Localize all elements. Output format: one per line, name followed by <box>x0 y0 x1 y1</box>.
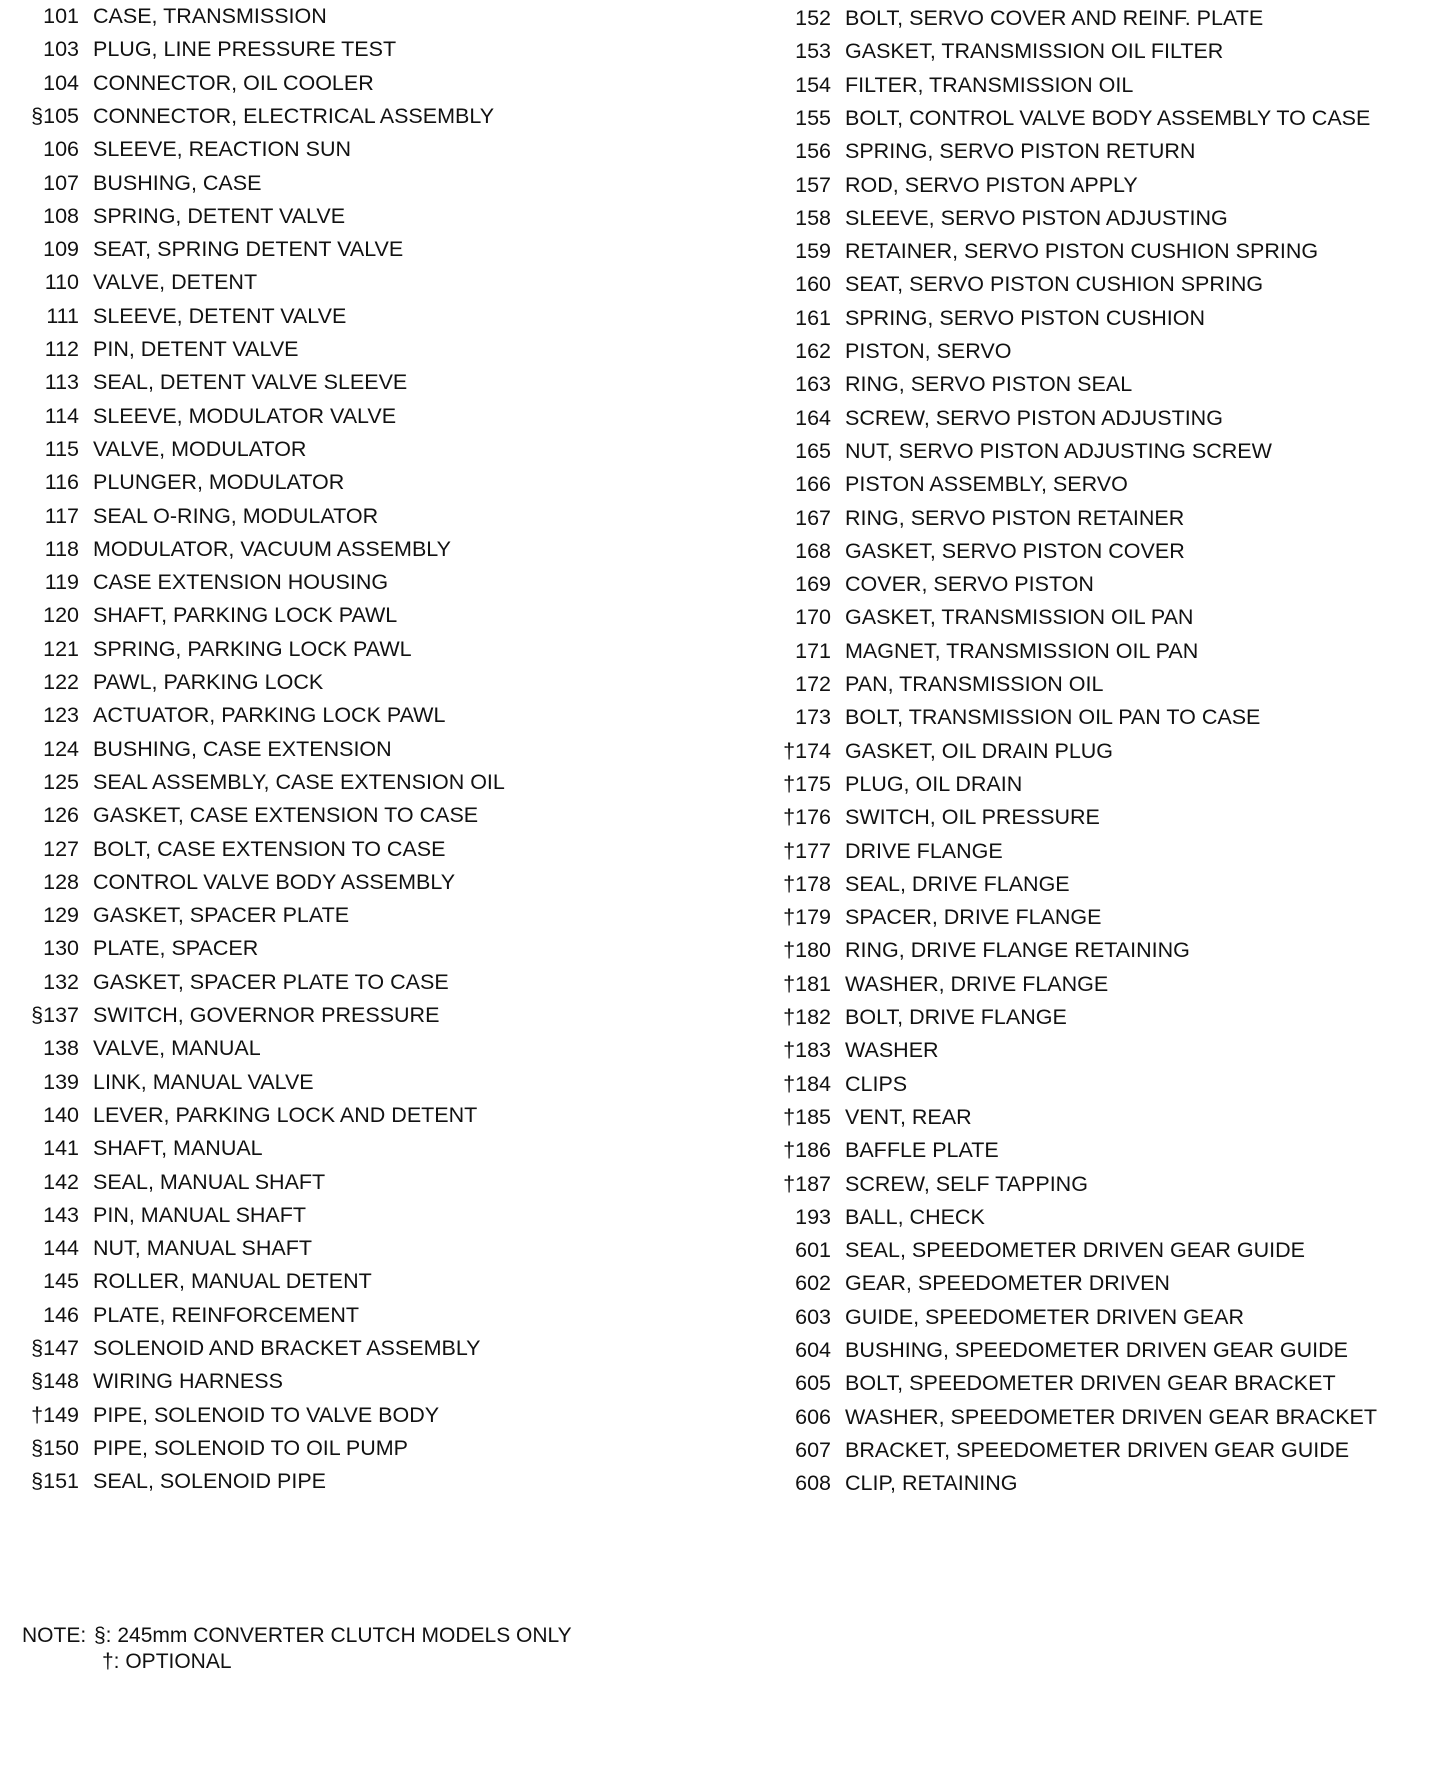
part-row <box>0 1032 261 1065</box>
part-number: 165 <box>795 438 831 463</box>
part-description: DRIVE FLANGE <box>845 838 1003 863</box>
part-number: 132 <box>43 969 79 994</box>
part-description: BUSHING, CASE <box>93 170 262 195</box>
part-number: 142 <box>43 1169 79 1194</box>
part-description: BOLT, SERVO COVER AND REINF. PLATE <box>845 6 1264 30</box>
part-description: SEAT, SERVO PISTON CUSHION SPRING <box>845 272 1264 297</box>
part-number: 118 <box>44 536 79 561</box>
part-description: SEAL, DETENT VALVE SLEEVE <box>93 370 408 395</box>
part-row <box>0 33 396 66</box>
part-description: SLEEVE, SERVO PISTON ADJUSTING <box>845 205 1228 230</box>
part-row <box>0 100 494 133</box>
part-number: 110 <box>44 270 79 295</box>
part-description: LINK, MANUAL VALVE <box>93 1069 314 1094</box>
part-number: 156 <box>795 139 831 164</box>
part-row <box>760 901 1101 934</box>
part-row <box>0 633 412 666</box>
part-row <box>760 1068 907 1101</box>
part-number: 602 <box>795 1271 831 1296</box>
part-number: 112 <box>44 337 79 361</box>
part-number: 154 <box>795 72 831 97</box>
part-number: 152 <box>795 6 831 30</box>
part-number: 153 <box>795 39 831 64</box>
part-number: †184 <box>783 1071 831 1096</box>
part-row <box>760 868 1070 901</box>
part-row <box>760 102 1370 135</box>
part-row <box>760 468 1128 501</box>
part-number: †186 <box>783 1138 831 1163</box>
part-row <box>760 69 1133 102</box>
part-number: 141 <box>43 1136 79 1161</box>
part-description: NUT, MANUAL SHAFT <box>93 1236 312 1261</box>
part-row <box>0 1232 312 1265</box>
part-row <box>0 0 327 33</box>
part-description: CLIP, RETAINING <box>845 1471 1018 1496</box>
part-row <box>0 999 439 1032</box>
part-row <box>760 1367 1336 1400</box>
part-row <box>0 400 396 433</box>
part-number: 170 <box>795 605 831 630</box>
part-description: WASHER <box>845 1038 939 1063</box>
part-number: 157 <box>795 172 831 197</box>
part-description: MAGNET, TRANSMISSION OIL PAN <box>845 638 1199 663</box>
part-number: 603 <box>795 1304 831 1329</box>
part-number: 129 <box>43 903 79 928</box>
part-number: 161 <box>795 305 831 330</box>
part-description: WASHER, DRIVE FLANGE <box>845 971 1109 996</box>
part-row <box>0 533 451 566</box>
part-description: SEAT, SPRING DETENT VALVE <box>93 237 404 262</box>
part-number: 138 <box>43 1036 79 1061</box>
part-number: †177 <box>783 838 831 863</box>
part-row <box>760 1267 1170 1300</box>
part-row <box>0 833 445 866</box>
part-row <box>760 1168 1088 1201</box>
part-number: 104 <box>43 70 79 95</box>
part-number: 604 <box>795 1338 831 1362</box>
part-row <box>0 599 397 632</box>
part-number: 605 <box>795 1371 831 1396</box>
part-number: 140 <box>43 1102 79 1127</box>
part-row <box>0 1265 372 1298</box>
part-description: BOLT, DRIVE FLANGE <box>845 1005 1067 1029</box>
part-number: †178 <box>783 871 831 896</box>
part-description: SEAL O-RING, MODULATOR <box>93 503 379 528</box>
part-number: 163 <box>795 372 831 397</box>
part-row <box>760 235 1318 268</box>
part-description: WASHER, SPEEDOMETER DRIVEN GEAR BRACKET <box>845 1404 1378 1429</box>
part-number: 130 <box>43 936 79 961</box>
part-row <box>760 302 1205 335</box>
part-description: VALVE, MODULATOR <box>93 436 307 461</box>
part-number: 114 <box>44 403 79 428</box>
part-number: 109 <box>43 237 79 262</box>
part-row <box>0 1432 408 1465</box>
part-row <box>0 1299 359 1332</box>
part-description: PIPE, SOLENOID TO VALVE BODY <box>93 1402 440 1427</box>
part-number: 144 <box>43 1236 79 1261</box>
part-row <box>760 202 1228 235</box>
part-description: SOLENOID AND BRACKET ASSEMBLY <box>93 1336 481 1360</box>
part-description: PIN, MANUAL SHAFT <box>93 1202 307 1227</box>
part-number: 158 <box>795 205 831 230</box>
part-number: §148 <box>31 1369 79 1394</box>
part-number: 111 <box>46 303 79 328</box>
part-row <box>0 366 407 399</box>
part-row <box>0 866 455 899</box>
part-description: ROD, SERVO PISTON APPLY <box>845 172 1138 197</box>
part-row <box>760 801 1100 834</box>
part-row <box>760 735 1113 768</box>
part-number: 607 <box>795 1437 831 1462</box>
part-description: GUIDE, SPEEDOMETER DRIVEN GEAR <box>845 1304 1245 1329</box>
part-row <box>760 1101 972 1134</box>
part-row <box>760 835 1003 868</box>
part-row <box>760 1467 1017 1500</box>
part-number: 172 <box>795 672 831 696</box>
part-row <box>0 1199 306 1232</box>
part-description: LEVER, PARKING LOCK AND DETENT <box>93 1102 478 1127</box>
part-description: GASKET, CASE EXTENSION TO CASE <box>93 803 479 828</box>
part-row <box>0 1132 263 1165</box>
part-description: GEAR, SPEEDOMETER DRIVEN <box>845 1271 1170 1296</box>
part-number: 606 <box>795 1404 831 1429</box>
part-description: VENT, REAR <box>845 1104 972 1129</box>
part-row <box>0 466 344 499</box>
part-row <box>760 502 1184 535</box>
part-description: SPRING, SERVO PISTON CUSHION <box>845 305 1205 330</box>
part-description: CASE EXTENSION HOUSING <box>93 570 389 595</box>
part-description: SEAL, SPEEDOMETER DRIVEN GEAR GUIDE <box>845 1238 1305 1263</box>
note-label: NOTE: <box>22 1624 87 1647</box>
part-row <box>0 1099 477 1132</box>
part-row <box>760 335 1011 368</box>
part-number: 601 <box>795 1238 831 1263</box>
part-number: 143 <box>43 1202 79 1227</box>
part-number: 155 <box>795 105 831 130</box>
part-number: 127 <box>43 836 79 861</box>
part-description: CASE, TRANSMISSION <box>93 4 327 28</box>
part-description: SHAFT, MANUAL <box>93 1136 263 1161</box>
part-number: 159 <box>795 239 831 264</box>
part-number: 171 <box>795 638 831 663</box>
part-description: SLEEVE, DETENT VALVE <box>93 303 347 328</box>
note-optional-text: †: OPTIONAL <box>102 1650 232 1673</box>
part-description: PISTON, SERVO <box>845 339 1012 363</box>
part-number: †187 <box>783 1171 831 1196</box>
part-description: SLEEVE, MODULATOR VALVE <box>93 403 397 428</box>
part-row <box>0 766 505 799</box>
part-row <box>0 1399 439 1432</box>
part-row <box>760 169 1138 202</box>
part-description: CLIPS <box>845 1071 908 1096</box>
part-row <box>0 1166 325 1199</box>
part-description: GASKET, OIL DRAIN PLUG <box>845 738 1114 763</box>
part-description: BOLT, SPEEDOMETER DRIVEN GEAR BRACKET <box>845 1371 1336 1396</box>
part-number: †185 <box>783 1104 831 1129</box>
part-description: SWITCH, GOVERNOR PRESSURE <box>93 1003 440 1027</box>
part-number: 107 <box>43 170 79 195</box>
part-number: 128 <box>43 869 79 894</box>
part-description: SPRING, PARKING LOCK PAWL <box>93 636 412 661</box>
part-row <box>760 435 1272 468</box>
part-description: SEAL, DRIVE FLANGE <box>845 871 1070 896</box>
part-description: VALVE, DETENT <box>93 270 258 295</box>
part-description: BOLT, CASE EXTENSION TO CASE <box>93 836 446 861</box>
part-number: §150 <box>31 1435 79 1460</box>
part-number: 146 <box>43 1302 79 1327</box>
part-row <box>760 601 1193 634</box>
footnote-line-1 <box>22 1623 572 1649</box>
part-description: SLEEVE, REACTION SUN <box>93 137 352 162</box>
part-description: COVER, SERVO PISTON <box>845 572 1094 597</box>
part-description: GASKET, SPACER PLATE <box>93 903 350 928</box>
part-description: RETAINER, SERVO PISTON CUSHION SPRING <box>845 239 1319 264</box>
part-description: PLATE, REINFORCEMENT <box>93 1302 359 1327</box>
part-description: SEAL, MANUAL SHAFT <box>93 1169 326 1194</box>
part-number: §105 <box>31 103 79 128</box>
part-row <box>0 433 306 466</box>
part-description: GASKET, TRANSMISSION OIL PAN <box>845 605 1194 630</box>
part-row <box>760 268 1263 301</box>
part-description: WIRING HARNESS <box>93 1369 283 1394</box>
part-row <box>0 233 403 266</box>
part-number: †179 <box>783 905 831 930</box>
part-row <box>0 200 345 233</box>
part-description: SEAL ASSEMBLY, CASE EXTENSION OIL <box>93 769 505 794</box>
part-number: §137 <box>31 1003 79 1027</box>
part-description: BOLT, TRANSMISSION OIL PAN TO CASE <box>845 705 1261 730</box>
part-description: BALL, CHECK <box>845 1204 985 1229</box>
part-row <box>0 167 261 200</box>
part-number: 122 <box>43 670 79 694</box>
part-row <box>0 666 323 699</box>
part-number: †149 <box>31 1402 79 1427</box>
part-number: 126 <box>43 803 79 828</box>
part-row <box>760 368 1132 401</box>
part-description: SPRING, DETENT VALVE <box>93 203 346 228</box>
part-row <box>760 1234 1305 1267</box>
part-row <box>0 333 299 366</box>
part-description: SPRING, SERVO PISTON RETURN <box>845 139 1196 164</box>
part-row <box>760 2 1263 35</box>
part-description: RING, SERVO PISTON RETAINER <box>845 505 1185 530</box>
part-description: PLATE, SPACER <box>93 936 259 961</box>
part-row <box>0 1465 326 1498</box>
part-row <box>0 133 351 166</box>
part-row <box>0 1365 283 1398</box>
part-number: †175 <box>783 771 831 796</box>
part-number: 119 <box>44 570 79 595</box>
part-description: BUSHING, SPEEDOMETER DRIVEN GEAR GUIDE <box>845 1338 1348 1362</box>
part-row <box>760 1401 1377 1434</box>
part-row <box>0 67 374 100</box>
footnote-line-2 <box>22 1649 572 1675</box>
part-row <box>760 568 1094 601</box>
part-row <box>0 966 449 999</box>
part-row <box>760 402 1223 435</box>
part-description: NUT, SERVO PISTON ADJUSTING SCREW <box>845 438 1272 463</box>
part-number: 160 <box>795 272 831 297</box>
part-row <box>760 635 1198 668</box>
part-number: 169 <box>795 572 831 597</box>
part-description: PLUG, LINE PRESSURE TEST <box>93 37 397 62</box>
part-row <box>0 566 388 599</box>
part-description: PISTON ASSEMBLY, SERVO <box>845 472 1128 497</box>
part-number: †182 <box>783 1005 831 1029</box>
part-number: 145 <box>43 1269 79 1294</box>
part-description: SCREW, SELF TAPPING <box>845 1171 1088 1196</box>
part-number: 116 <box>44 470 79 495</box>
part-description: GASKET, TRANSMISSION OIL FILTER <box>845 39 1224 64</box>
part-description: CONNECTOR, OIL COOLER <box>93 70 374 95</box>
part-row <box>760 1434 1349 1467</box>
part-description: BAFFLE PLATE <box>845 1138 999 1163</box>
part-row <box>0 1066 314 1099</box>
part-number: 162 <box>795 339 831 363</box>
part-row <box>760 1301 1244 1334</box>
part-number: 113 <box>44 370 79 395</box>
part-row <box>760 1201 985 1234</box>
part-description: RING, SERVO PISTON SEAL <box>845 372 1133 397</box>
part-row <box>760 135 1195 168</box>
part-number: 164 <box>795 405 831 430</box>
part-number: 125 <box>43 769 79 794</box>
part-number: 167 <box>795 505 831 530</box>
part-row <box>760 1334 1348 1367</box>
part-description: GASKET, SERVO PISTON COVER <box>845 538 1185 563</box>
part-row <box>760 1134 999 1167</box>
part-number: 139 <box>43 1069 79 1094</box>
part-description: PAN, TRANSMISSION OIL <box>845 672 1104 696</box>
part-number: 117 <box>44 503 79 528</box>
part-number: 124 <box>43 736 79 761</box>
part-description: CONNECTOR, ELECTRICAL ASSEMBLY <box>93 103 495 128</box>
part-description: BUSHING, CASE EXTENSION <box>93 736 392 761</box>
part-description: BOLT, CONTROL VALVE BODY ASSEMBLY TO CASE <box>845 105 1371 130</box>
part-number: 168 <box>795 538 831 563</box>
part-number: 166 <box>795 472 831 497</box>
part-row <box>0 799 478 832</box>
part-description: ACTUATOR, PARKING LOCK PAWL <box>93 703 446 728</box>
part-row <box>0 266 257 299</box>
part-number: 123 <box>43 703 79 728</box>
footnote <box>22 1623 572 1675</box>
part-description: SHAFT, PARKING LOCK PAWL <box>93 603 398 628</box>
part-description: ROLLER, MANUAL DETENT <box>93 1269 372 1294</box>
part-number: 608 <box>795 1471 831 1496</box>
part-row <box>760 668 1103 701</box>
part-number: §151 <box>31 1469 79 1494</box>
part-row <box>0 300 346 333</box>
part-number: †174 <box>783 738 831 763</box>
part-number: 106 <box>43 137 79 162</box>
part-description: CONTROL VALVE BODY ASSEMBLY <box>93 869 456 894</box>
part-description: SPACER, DRIVE FLANGE <box>845 905 1102 930</box>
part-description: PLUG, OIL DRAIN <box>845 771 1023 796</box>
part-number: 101 <box>43 4 79 28</box>
part-row <box>0 1332 481 1365</box>
part-description: SCREW, SERVO PISTON ADJUSTING <box>845 405 1223 430</box>
part-row <box>760 934 1190 967</box>
part-number: †180 <box>783 938 831 963</box>
part-row <box>760 35 1223 68</box>
part-number: †183 <box>783 1038 831 1063</box>
part-row <box>760 1001 1067 1034</box>
part-number: 115 <box>44 436 79 461</box>
part-description: GASKET, SPACER PLATE TO CASE <box>93 969 449 994</box>
part-number: 193 <box>795 1204 831 1229</box>
part-description: BRACKET, SPEEDOMETER DRIVEN GEAR GUIDE <box>845 1437 1350 1462</box>
part-description: PIN, DETENT VALVE <box>93 337 299 361</box>
part-row <box>760 1034 939 1067</box>
part-number: 121 <box>43 636 79 661</box>
part-description: MODULATOR, VACUUM ASSEMBLY <box>93 536 452 561</box>
part-description: RING, DRIVE FLANGE RETAINING <box>845 938 1190 963</box>
part-description: PIPE, SOLENOID TO OIL PUMP <box>93 1435 409 1460</box>
part-description: FILTER, TRANSMISSION OIL <box>845 72 1134 97</box>
part-row <box>760 701 1260 734</box>
part-row <box>760 968 1108 1001</box>
part-number: 173 <box>795 705 831 730</box>
part-description: PLUNGER, MODULATOR <box>93 470 345 495</box>
part-number: 108 <box>43 203 79 228</box>
part-row <box>760 768 1022 801</box>
part-number: 120 <box>43 603 79 628</box>
part-description: PAWL, PARKING LOCK <box>93 670 324 694</box>
part-number: 103 <box>43 37 79 62</box>
part-description: SEAL, SOLENOID PIPE <box>93 1469 327 1494</box>
note-section-symbol-text: §: 245mm CONVERTER CLUTCH MODELS ONLY <box>94 1624 572 1647</box>
part-row <box>0 899 349 932</box>
part-row <box>0 932 258 965</box>
part-row <box>0 733 392 766</box>
part-description: SWITCH, OIL PRESSURE <box>845 805 1100 830</box>
part-number: †176 <box>783 805 831 830</box>
part-row <box>760 535 1185 568</box>
part-row <box>0 500 378 533</box>
part-number: †181 <box>783 971 831 996</box>
part-row <box>0 699 445 732</box>
part-number: §147 <box>31 1336 79 1360</box>
part-description: VALVE, MANUAL <box>93 1036 261 1061</box>
